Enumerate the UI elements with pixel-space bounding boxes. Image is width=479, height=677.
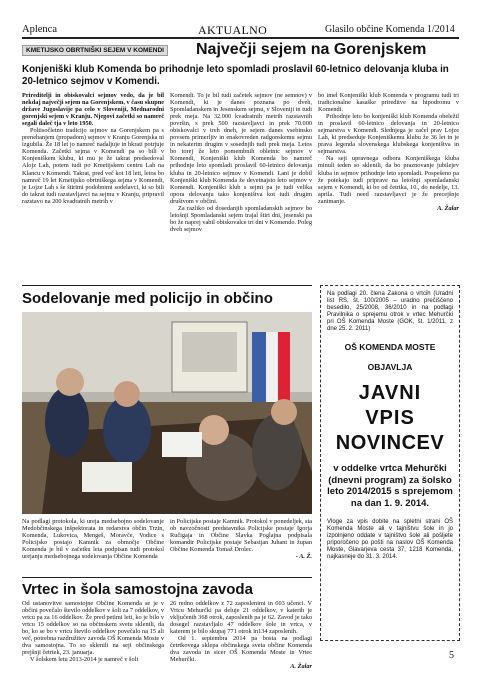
- article-title-policija: Sodelovanje med policijo in občino: [22, 290, 273, 307]
- vrtec-col2-p1: 26 redno oddelkov z 72 zaposlenimi in 603 učenci. V Vrtcu Mehurčki pa deluje 21 oddelkov, v katerih je vključenih 368 otrok, zaposlenih pa je 62. Zavod je tako dosegel razstavljalo 47 oddelkov šole in vrtca, v katerem je bilo skupaj 771 otrok in134 zaposlenih.: [170, 600, 312, 636]
- header-rule: [22, 37, 459, 39]
- meeting-photo-illustration: [22, 312, 312, 514]
- header-left: Aplenca: [22, 24, 57, 35]
- notice-big-line-3: NOVINCEV: [335, 432, 445, 454]
- policija-author: - A. Ž.: [295, 553, 312, 561]
- vrtec-col1-p1: Od ustanovitve samostojne Občine Komenda se je v občini povečalo število oddelkov v šoli za 7 oddelkov, v vrtcu pa za 16 oddelkov. Že pred petimi leti, ko je bilo v vrtcu 15 oddelkov so na občinskem svetu sklenili, da bo, ko se bo v vrtcu število oddelkov povečalo na 15 ali več, potrebna razdružitev zavoda OŠ Komenda Moste v dva samostojna. To so sklenili na seji občinskega prejšnji četrtek, 23. januarja.: [22, 600, 164, 657]
- notice-big-line-2: VPIS: [365, 407, 415, 429]
- vrtec-col-1: [22, 600, 164, 663]
- meeting-photo: [22, 312, 312, 514]
- article-lead-sejem: Konjeniški klub Komenda bo prihodnje leto spomladi proslavil 60-letnico delovanja kluba in 20-letnico sejmov v Komendi.: [22, 64, 449, 87]
- page-number: 5: [449, 650, 454, 661]
- sejem-col3-p2: Prihodnje leto bo konjeniški klub Komenda obeležil in proslavil 60-letnico delovanja in 20-letnico sejmarstva v Komendi. Slednjega je začel prav Lojze Lah, ki predseduje Konjeniškemu klubu že 36 let in je prava legenda slovenskega klubskega konjeništva in sejmarstva.: [318, 113, 459, 156]
- sejem-col3-p3: Na seji upravnega odbora Konjeniškega kluba minuli teden so sklenili, da bo praznovanje jubilejev kluba in sejmov prihodnje leto spomladi. Pospešeno pa že potekajo tudi priprave na letošnji spomladanski sejem v Komendi, ki bo od četrtka, 10., do nedelje, 13. aprila. Tudi need razstavljavci je že precejšnje zanimanje.: [318, 155, 459, 205]
- vrtec-col1-p2: V šolskem letu 2013-2014 je namreč v šoli: [30, 656, 139, 664]
- vrtec-author: A. Žalar: [290, 663, 312, 671]
- sejem-col2-p2: Za razliko od dosedanjih spomladanskih sejmov bo letošnji Spomladanski sejem trajal štiri dni, jesenski pa bo že naprej vabil obiskovalce tri dni v Komendo. Poleg dveh sejmov: [170, 204, 312, 233]
- sejem-author: A. Žalar: [437, 204, 459, 212]
- vrtec-col-2: [170, 600, 312, 670]
- header-section: AKTUALNO: [198, 23, 268, 37]
- vrtec-col2-p2: Od 1. septembra 2014 pa bosta na podlagi četrtkovega sklepa občinskega sveta občine Komenda dva zavoda in sicer OŠ Komenda Moste in Vrtec Mehurčki.: [170, 635, 312, 664]
- policija-col-1: [22, 518, 164, 560]
- notice-school-name: OŠ KOMENDA MOSTE: [344, 342, 436, 352]
- section-rule-vrtec: [22, 577, 312, 578]
- sejem-col-1: [22, 92, 164, 205]
- category-label: KMETIJSKO OBRTNIŠKI SEJEM V KOMENDI: [22, 45, 168, 56]
- sejem-col1-p2: Poltisočletno tradicijo sejmov na Gorenjskem pa s prenehanjem (propadom) sejmov v Kranju Gorenjska ni izgubila. Že 18 let jo namreč nadaljuje in hkrati potrjuje Komenda. Začetki sejma v Komendi pa so bili v Konjeniškem klubu, ki mu je že takrat predsedoval Alojz Lah, potem tudi po Kmetijskem centru Lah na Klancu v Komendi. Takrat, pred več kot 18 leti, letos bo namreč 19 let Kmetijsko obrtniškega sejma v Komendi, je Lojze Lah s še štirimi podobnimi sodelavci, ki so bili do takrat tudi razstavljavci na sejmu v Kranju, pripravil razstavo na 200 kvadratnih metrih v: [22, 127, 164, 205]
- sejem-col-2: [170, 92, 312, 233]
- notice-legal-text: Na podlagi 20. člena Zakona o vrtcih (Uradni list RS, št. 100/2005 – uradno prečiščeno besedilo, 25/2008, 36/2010 in na podlagi Pravilnika o sprejemu otrok v vrtec Mehurčki pri OŠ Komenda Moste (GOK, št. 1/2011, z dne 25. 2. 2011): [327, 291, 453, 332]
- policija-text-2: in Policijske postaje Kamnik. Protokol v ponedeljek, sta ob navzočnosti predstavnika Policijske postaje Igorja Ručigaja in Občine Slavka Poglajna podpisala komandir Policijske postaje Sebastjan Juhant in župan Občine Komenda Tomaž Drolec.: [170, 518, 312, 554]
- article-title-sejem: Največji sejem na Gorenjskem: [196, 41, 427, 58]
- sejem-col3-p1: bo imel Konjeniški klub Komenda v programu tudi tri tradicionalne kasaške prireditve na hipodromu v Komendi.: [318, 92, 459, 114]
- notice-announces: OBJAVLJA: [367, 362, 413, 372]
- sejem-col1-intro: Prireditelji in obiskovalci sejmov vedo, da je bil nekdaj največji sejem na Gorenjskem, v času skupne države Jugoslavije pa celo v Sloveniji, Mednarodni gorenjski sejem v Kranju. Njegovi začetki so namreč segali daleč tja v leto 1950.: [22, 92, 164, 128]
- notice-subtitle: v oddelke vrtca Mehurčki (dnevni program) za šolsko leto 2014/2015 s sprejemom na dan 1. 9. 2014.: [327, 463, 453, 509]
- notice-footer-text: Vloge za vpis dobite na spletni strani OŠ Komenda Moste ali v tajništvu šole in jo izpolnjeno oddate v tajništvo šole ali pošljete priporočeno po pošti na naslov OŠ Komenda Moste, Glavarjeva cesta 37, 1218 Komenda, najkasneje do 31. 3. 2014.: [327, 519, 453, 560]
- enrollment-notice-box: [320, 285, 460, 641]
- notice-big-line-1: JAVNI: [358, 382, 422, 404]
- article-title-vrtec: Vrtec in šola samostojna zavoda: [22, 581, 253, 598]
- policija-text-1: Na podlagi protokola, ki ureja medsebojno sodelovanje Medobčinskega inšpektorata in redarstva občin Trzin, Komenda, Lukovica, Mengeš, Moravče, Vodice s Policijsko postajo Kamnik za območje Občine Komenda je bil v začetku leta podpisan tudi protokol urejanju medsebojnega sodelovanja Občine Komenda: [22, 518, 164, 561]
- header-right: Glasilo občine Komenda 1/2014: [325, 24, 455, 35]
- policija-col-2: [170, 518, 312, 560]
- sejem-col-3: [318, 92, 459, 212]
- section-rule-policija: [22, 285, 312, 286]
- sejem-col2-p1: Komendi. To je bil tudi začetek sejmov (ne semnov) v Komendi, ki je danes poznana po dveh, Spomladanskem in Jesenskem sejmu, v Sloveniji in tudi prek meja. Na 32.000 kvadratnih metrih razstavnih površin, s prek 500 razstavljavci in prek 70.000 obiskovalci v treh dneh, je sejem danes vsebinsko povsem primerljiv in enakovreden radgonskemu sejmu in nekaterim drugim v sosednjih tudi prek meja. Letos bo torej že leto pomembnih obletnic sejmov v Komendi, Konjeniški klub Komenda bo namreč prihodnje leto spomladi proslavil 60-letnico delovanja kluba in 20-letnico sejmov v Komendi. Lani je dobil Konjeniški klub Komenda že devetnajsto leto sejmov v Komendi. Konjeniški klub s sejmi pa je tudi velika opora delovanju tako konjeništva kot tudi drugim društvom v občini.: [170, 92, 312, 205]
